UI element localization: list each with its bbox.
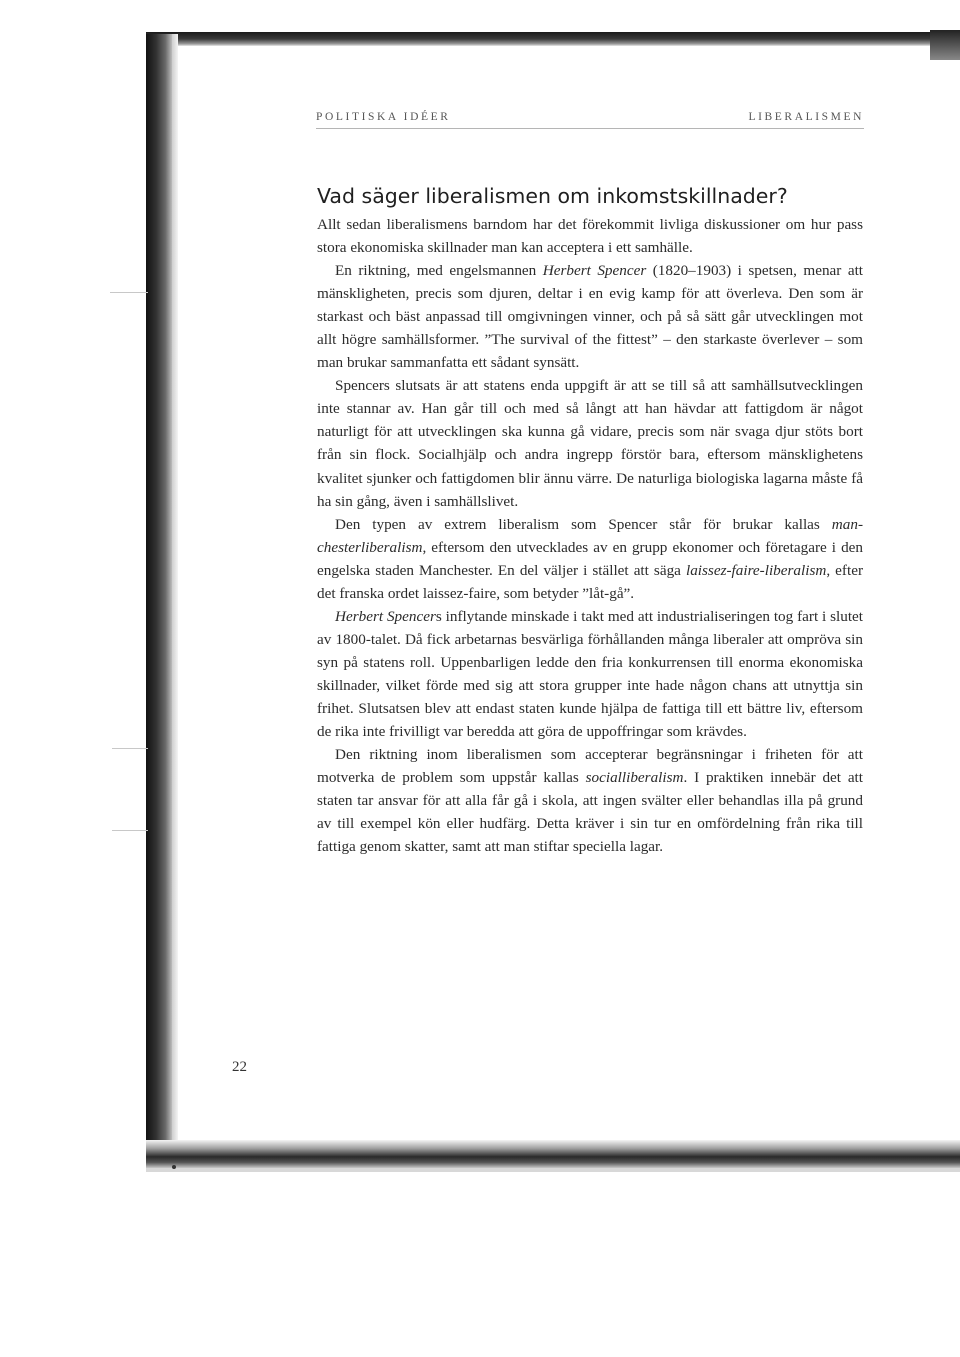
scan-binding-bottom — [146, 1140, 960, 1168]
scan-binding-bottom-shade — [146, 1168, 960, 1172]
italic-term: socialliberalism — [585, 769, 684, 787]
paragraph-1: Allt sedan liberalismens barndom har det förekommit livliga diskussioner om hur pass stora ekonomiska skillnader man kan acceptera i ett samhälle. — [317, 216, 863, 257]
page-number: 22 — [232, 1059, 247, 1075]
running-header-right: LIBERALISMEN — [748, 111, 864, 123]
running-header-left: POLITISKA IDÉER — [316, 111, 451, 123]
paragraph-2: En riktning, med engelsmannen Herbert Spencer (1820–1903) i spetsen, menar att mänskligheten, precis som djuren, deltar i en evig kamp för att överleva. Den som är starkast och bäst anpassad till omgivningen vinner, och på så sätt går utvecklingen mot allt högre samhällsformer. ”The survival of the fittest” – den starkaste överlever – som man brukar sammanfatta ett sådant synsätt. — [317, 262, 864, 372]
section-heading: Vad säger liberalismen om inkomstskillnader? — [317, 184, 788, 208]
scan-binding-corner — [930, 30, 960, 60]
italic-term: laissez-faire-liberalism — [685, 561, 827, 579]
scan-binding-top — [146, 32, 960, 46]
paragraph-6: Den riktning inom liberalismen som accepterar begränsningar i friheten för att motverka de problem som uppstår kallas socialliberalism. I praktiken innebär det att staten tar ansvar för att alla får gå i skola, att ingen svälter eller behandlas illa på grund av till exempel kön eller hudfärg. Detta kräver i sin tur en omfördelning från rika till fattiga genom skatter, samt att man stiftar speciella lagar. — [317, 746, 864, 856]
paragraph-4: Den typen av extrem liberalism som Spencer står för brukar kallas manchesterliberalism, eftersom den utvecklades av en grupp ekonomer och företagare i den engelska staden Manchester. En del väljer i stället att säga laissez-faire-liberalism, efter det franska ordet laissez-faire, som betyder ”låt-gå”. — [317, 515, 863, 602]
margin-mark — [110, 292, 148, 293]
header-rule — [316, 128, 864, 129]
scan-speck — [172, 1165, 176, 1169]
paragraph-3: Spencers slutsats är att statens enda uppgift är att se till så att samhällsutvecklingen inte stannar av. Han går till och med så långt att han hävdar att fattigdom är något naturligt för att utvecklingen ska kunna gå vidare, precis som när svaga djur stöts bort från sin flock. Socialhjälp och andra ingrepp förstör bara, eftersom mänsklighetens kvalitet sjunker och fattigdomen blir ännu värre. De naturliga biologiska lagarna måste få ha sin gång, även i samhällslivet. — [317, 377, 863, 510]
margin-mark — [112, 748, 148, 749]
scan-binding-spine-edge — [172, 34, 178, 1149]
italic-term: Herbert Spencer — [542, 262, 647, 280]
body-text — [317, 213, 863, 858]
paragraph-5: Herbert Spencers inflytande minskade i takt med att industrialiseringen tog fart i slutet av 1800-talet. Då fick arbetarnas besvärliga förhållanden många liberaler att ompröva sin syn på statens roll. Uppenbarligen ledde den fria konkurrensen till enorma ekonomiska skillnader, vilket förde med sig att stora grupper inte hade någon chans att utnyttja sin frihet. Slutsatsen blev att endast staten kunde hjälpa de fattiga till ett bättre liv, eftersom de rika inte frivilligt var beredda att göra de uppoffringar som krävdes. — [317, 607, 864, 741]
italic-term: Herbert Spencer — [335, 607, 436, 625]
margin-mark — [112, 830, 148, 831]
scan-binding-spine — [146, 34, 172, 1149]
italic-term: manchesterliberalism — [317, 515, 863, 556]
